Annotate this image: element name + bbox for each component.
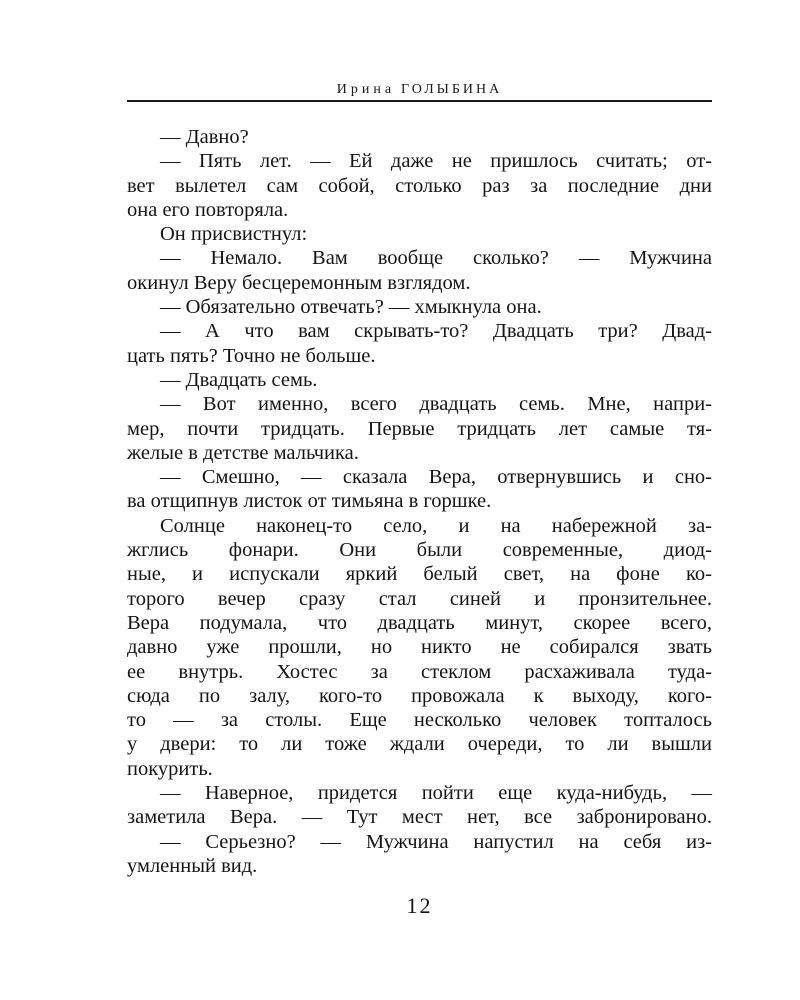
text-line: Солнце наконец-то село, и на набережной за- bbox=[160, 514, 712, 537]
text-line: жглись фонари. Они были современные, диод- bbox=[127, 539, 712, 562]
text-line: — Вот именно, всего двадцать семь. Мне, напри- bbox=[160, 393, 712, 416]
text-line: вет вылетел сам собой, столько раз за последние дни bbox=[127, 174, 712, 197]
text-line: покурить. bbox=[127, 757, 213, 780]
text-line: ее внутрь. Хостес за стеклом расхаживала туда- bbox=[127, 660, 712, 683]
text-line: — А что вам скрывать-то? Двадцать три? Двад- bbox=[160, 320, 712, 343]
text-line: ные, и испускали яркий белый свет, на фоне ко- bbox=[127, 563, 712, 586]
text-line: Он присвистнул: bbox=[160, 223, 308, 246]
text-line: — Обязательно отвечать? — хмыкнула она. bbox=[160, 296, 542, 319]
text-line: цать пять? Точно не больше. bbox=[127, 344, 376, 367]
text-line: — Немало. Вам вообще сколько? — Мужчина bbox=[160, 247, 712, 270]
text-line: Вера подумала, что двадцать минут, скорее всего, bbox=[127, 611, 712, 634]
text-line: она его повторяла. bbox=[127, 198, 289, 221]
text-line: умленный вид. bbox=[127, 854, 258, 877]
author-last-name: ГОЛЫБИНА bbox=[401, 82, 503, 97]
text-line: желые в детстве мальчика. bbox=[127, 441, 359, 464]
text-line: то — за столы. Еще несколько человек топталось bbox=[127, 709, 712, 732]
text-line: — Наверное, придется пойти еще куда-нибудь, — bbox=[160, 782, 712, 805]
text-line: ва отщипнув листок от тимьяна в горшке. bbox=[127, 490, 492, 513]
page-number: 12 bbox=[406, 893, 433, 918]
body-text bbox=[127, 125, 712, 878]
text-line: — Двадцать семь. bbox=[160, 368, 318, 391]
header-rule bbox=[127, 100, 712, 102]
text-line: — Серьезно? — Мужчина напустил на себя из- bbox=[160, 830, 712, 853]
author-first-name: Ирина bbox=[336, 82, 396, 97]
text-line: у двери: то ли тоже ждали очереди, то ли вышли bbox=[127, 733, 712, 756]
text-line: сюда по залу, кого-то провожала к выходу, кого- bbox=[127, 684, 712, 707]
text-line: — Смешно, — сказала Вера, отвернувшись и сно- bbox=[160, 466, 712, 489]
text-line: давно уже прошли, но никто не собирался звать bbox=[127, 636, 712, 659]
text-line: заметила Вера. — Тут мест нет, все забронировано. bbox=[127, 806, 712, 829]
text-line: торого вечер сразу стал синей и пронзительнее. bbox=[127, 587, 712, 610]
running-header bbox=[127, 80, 712, 100]
text-line: мер, почти тридцать. Первые тридцать лет самые тя- bbox=[127, 417, 712, 440]
text-line: — Пять лет. — Ей даже не пришлось считать; от- bbox=[160, 150, 712, 173]
text-line: окинул Веру бесцеремонным взглядом. bbox=[127, 271, 471, 294]
text-line: — Давно? bbox=[160, 126, 249, 148]
